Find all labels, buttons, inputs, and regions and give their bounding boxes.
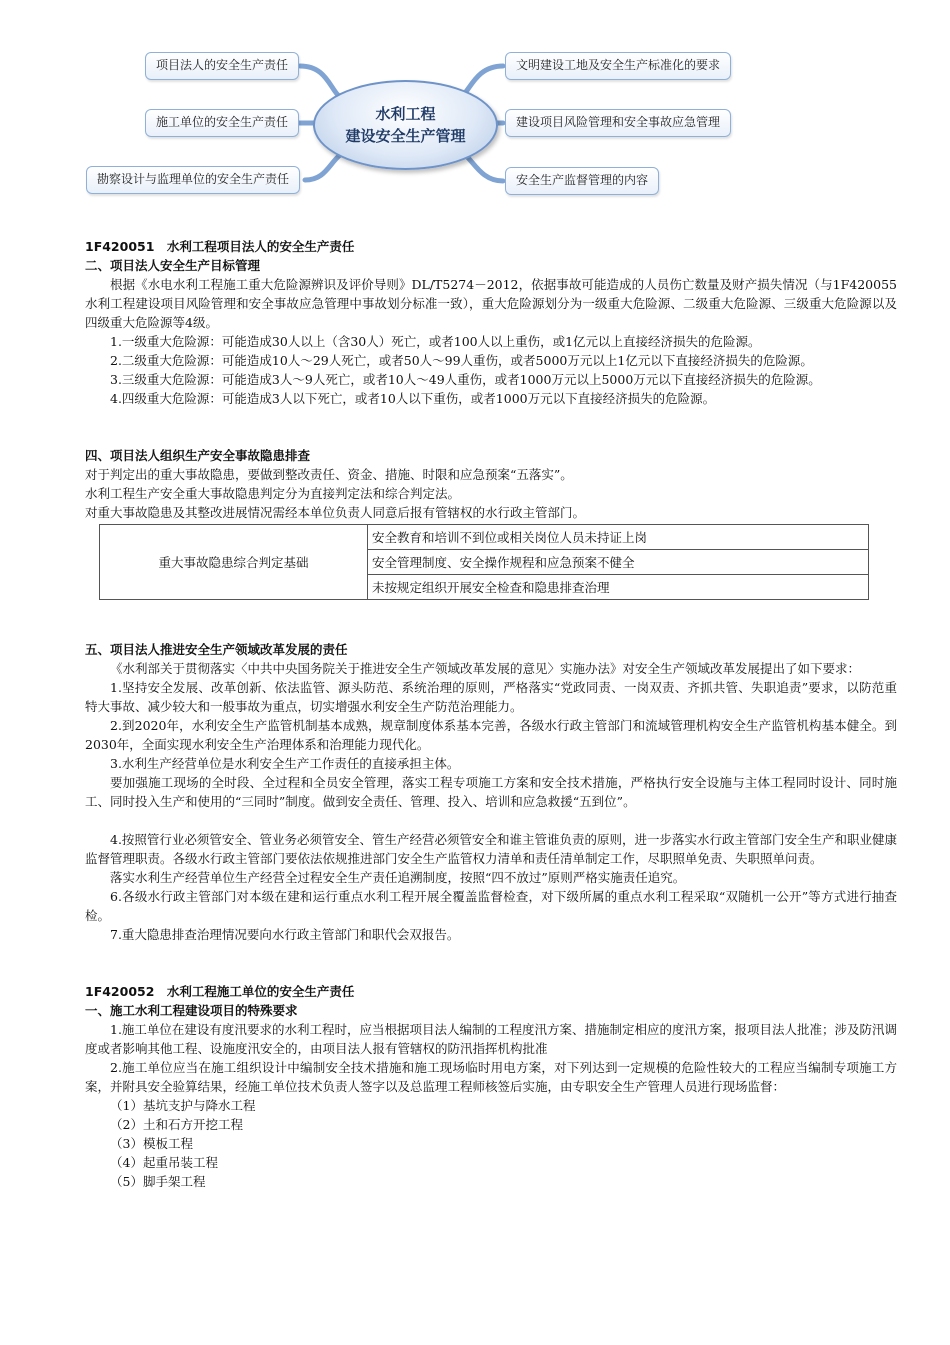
reform-requirement-7: 7.重大隐患排查治理情况要向水行政主管部门和职代会双报告。 bbox=[110, 927, 460, 942]
paragraph-five-implementations: 对于判定出的重大事故隐患，要做到整改责任、资金、措施、时限和应急预案“五落实”。 bbox=[85, 467, 573, 482]
list-item: （3）模板工程 bbox=[110, 1136, 193, 1151]
mindmap-center-node bbox=[313, 80, 498, 170]
list-item: （4）起重吊装工程 bbox=[110, 1155, 218, 1170]
paragraph-judgment-methods: 水利工程生产安全重大事故隐患判定分为直接判定法和综合判定法。 bbox=[85, 486, 461, 501]
paragraph-reform-intro: 《水利部关于贯彻落实〈中共中央国务院关于推进安全生产领域改革发展的意见〉实施办法》对安全生产领域改革发展提出了如下要求： bbox=[110, 661, 861, 676]
subsection-heading-5: 五、项目法人推进安全生产领域改革发展的责任 bbox=[85, 642, 348, 657]
judgment-basis-table bbox=[99, 524, 869, 600]
reform-requirement-1: 1.坚持安全发展、改革创新、依法监管、源头防范、系统治理的原则，严格落实“党政同责、一岗双责、齐抓共管、失职追责”要求，以防范重特大事故、减少较大和一般事故为重点，切实增强水利安全生产防范治理能力。 bbox=[85, 680, 897, 714]
section-title-1f420052: 1F420052 水利工程施工单位的安全生产责任 bbox=[85, 984, 355, 999]
hazard-level-2: 2.二级重大危险源：可能造成10人～29人死亡，或者50人～99人重伤，或者5000万元以上1亿元以下直接经济损失的危险源。 bbox=[110, 353, 813, 368]
paragraph-reporting: 对重大事故隐患及其整改进展情况需经本单位负责人同意后报有管辖权的水行政主管部门。 bbox=[85, 505, 586, 520]
section-title-1f420051: 1F420051 水利工程项目法人的安全生产责任 bbox=[85, 239, 355, 254]
reform-requirement-2: 2.到2020年，水利安全生产监管机制基本成熟，规章制度体系基本完善，各级水行政主管部门和流域管理机构安全生产监管机构基本健全。到2030年，全面实现水利安全生产治理体系和治理能力现代化。 bbox=[85, 718, 897, 752]
reform-requirement-5: 落实水利生产经营单位生产经营全过程安全生产责任追溯制度，按照“四不放过”原则严格实施责任追究。 bbox=[110, 870, 686, 885]
reform-requirement-6: 6.各级水行政主管部门对本级在建和运行重点水利工程开展全覆盖监督检查，对下级所属的重点水利工程采取“双随机一公开”等方式进行抽查检。 bbox=[85, 889, 897, 923]
reform-requirement-4: 4.按照管行业必须管安全、管业务必须管安全、管生产经营必须管安全和谁主管谁负责的原则，进一步落实水行政主管部门安全生产和职业健康监督管理职责。各级水行政主管部门要依法依规推进部门安全生产监管权力清单和责任清单制定工作，尽职照单免责、失职照单问责。 bbox=[85, 832, 897, 866]
document-body bbox=[85, 237, 897, 1191]
mindmap-node-right-1: 文明建设工地及安全生产标准化的要求 bbox=[505, 52, 731, 80]
subsection-heading-2: 二、项目法人安全生产目标管理 bbox=[85, 258, 261, 273]
table-cell: 未按规定组织开展安全检查和隐患排查治理 bbox=[368, 575, 869, 600]
list-item: （1）基坑支护与降水工程 bbox=[110, 1098, 256, 1113]
mindmap-node-right-3: 安全生产监督管理的内容 bbox=[505, 167, 659, 195]
construction-requirement-2: 2.施工单位应当在施工组织设计中编制安全技术措施和施工现场临时用电方案，对下列达到一定规模的危险性较大的工程应当编制专项施工方案，并附具安全验算结果，经施工单位技术负责人签字以及总监理工程师核签后实施，由专职安全生产管理人员进行现场监督： bbox=[85, 1060, 897, 1094]
mindmap-node-left-2: 施工单位的安全生产责任 bbox=[145, 109, 299, 137]
mindmap-node-right-2: 建设项目风险管理和安全事故应急管理 bbox=[505, 109, 731, 137]
hazard-level-3: 3.三级重大危险源：可能造成3人～9人死亡，或者10人～49人重伤，或者1000万元以上5000万元以下直接经济损失的危险源。 bbox=[110, 372, 821, 387]
subsection-heading-special-req: 一、施工水利工程建设项目的特殊要求 bbox=[85, 1003, 298, 1018]
hazard-level-1: 1.一级重大危险源：可能造成30人以上（含30人）死亡，或者100人以上重伤，或1亿元以上直接经济损失的危险源。 bbox=[110, 334, 761, 349]
table-cell: 安全教育和培训不到位或相关岗位人员未持证上岗 bbox=[368, 525, 869, 550]
reform-requirement-3b: 要加强施工现场的全时段、全过程和全员安全管理，落实工程专项施工方案和安全技术措施，严格执行安全设施与主体工程同时设计、同时施工、同时投入生产和使用的“三同时”制度。做到安全责任、管理、投入、培训和应急救援“五到位”。 bbox=[85, 775, 897, 809]
mindmap-center-line2: 建设安全生产管理 bbox=[345, 127, 466, 145]
list-item: （5）脚手架工程 bbox=[110, 1174, 206, 1189]
paragraph-hazard-intro: 根据《水电水利工程施工重大危险源辨识及评价导则》DL/T5274－2012，依据事故可能造成的人员伤亡数量及财产损失情况（与1F420055水利工程建设项目风险管理和安全事故应急管理中事故划分标准一致），重大危险源划分为一级重大危险源、二级重大危险源、三级重大危险源以及四级重大危险源等4级。 bbox=[85, 277, 897, 330]
table-row bbox=[100, 525, 869, 550]
reform-requirement-3: 3.水利生产经营单位是水利安全生产工作责任的直接承担主体。 bbox=[110, 756, 460, 771]
hazard-level-4: 4.四级重大危险源：可能造成3人以下死亡，或者10人以下重伤，或者1000万元以下直接经济损失的危险源。 bbox=[110, 391, 716, 406]
table-cell: 安全管理制度、安全操作规程和应急预案不健全 bbox=[368, 550, 869, 575]
list-item: （2）土和石方开挖工程 bbox=[110, 1117, 243, 1132]
table-label-cell: 重大事故隐患综合判定基础 bbox=[100, 525, 368, 600]
mindmap-node-left-3: 勘察设计与监理单位的安全生产责任 bbox=[86, 166, 300, 194]
subsection-heading-4: 四、项目法人组织生产安全事故隐患排查 bbox=[85, 448, 311, 463]
mindmap-center-line1: 水利工程 bbox=[375, 105, 436, 123]
mindmap-node-left-1: 项目法人的安全生产责任 bbox=[145, 52, 299, 80]
mind-map bbox=[0, 0, 950, 210]
construction-requirement-1: 1.施工单位在建设有度汛要求的水利工程时，应当根据项目法人编制的工程度汛方案、措施制定相应的度汛方案，报项目法人批准；涉及防汛调度或者影响其他工程、设施度汛安全的，由项目法人报有管辖权的防汛指挥机构批准 bbox=[85, 1022, 897, 1056]
